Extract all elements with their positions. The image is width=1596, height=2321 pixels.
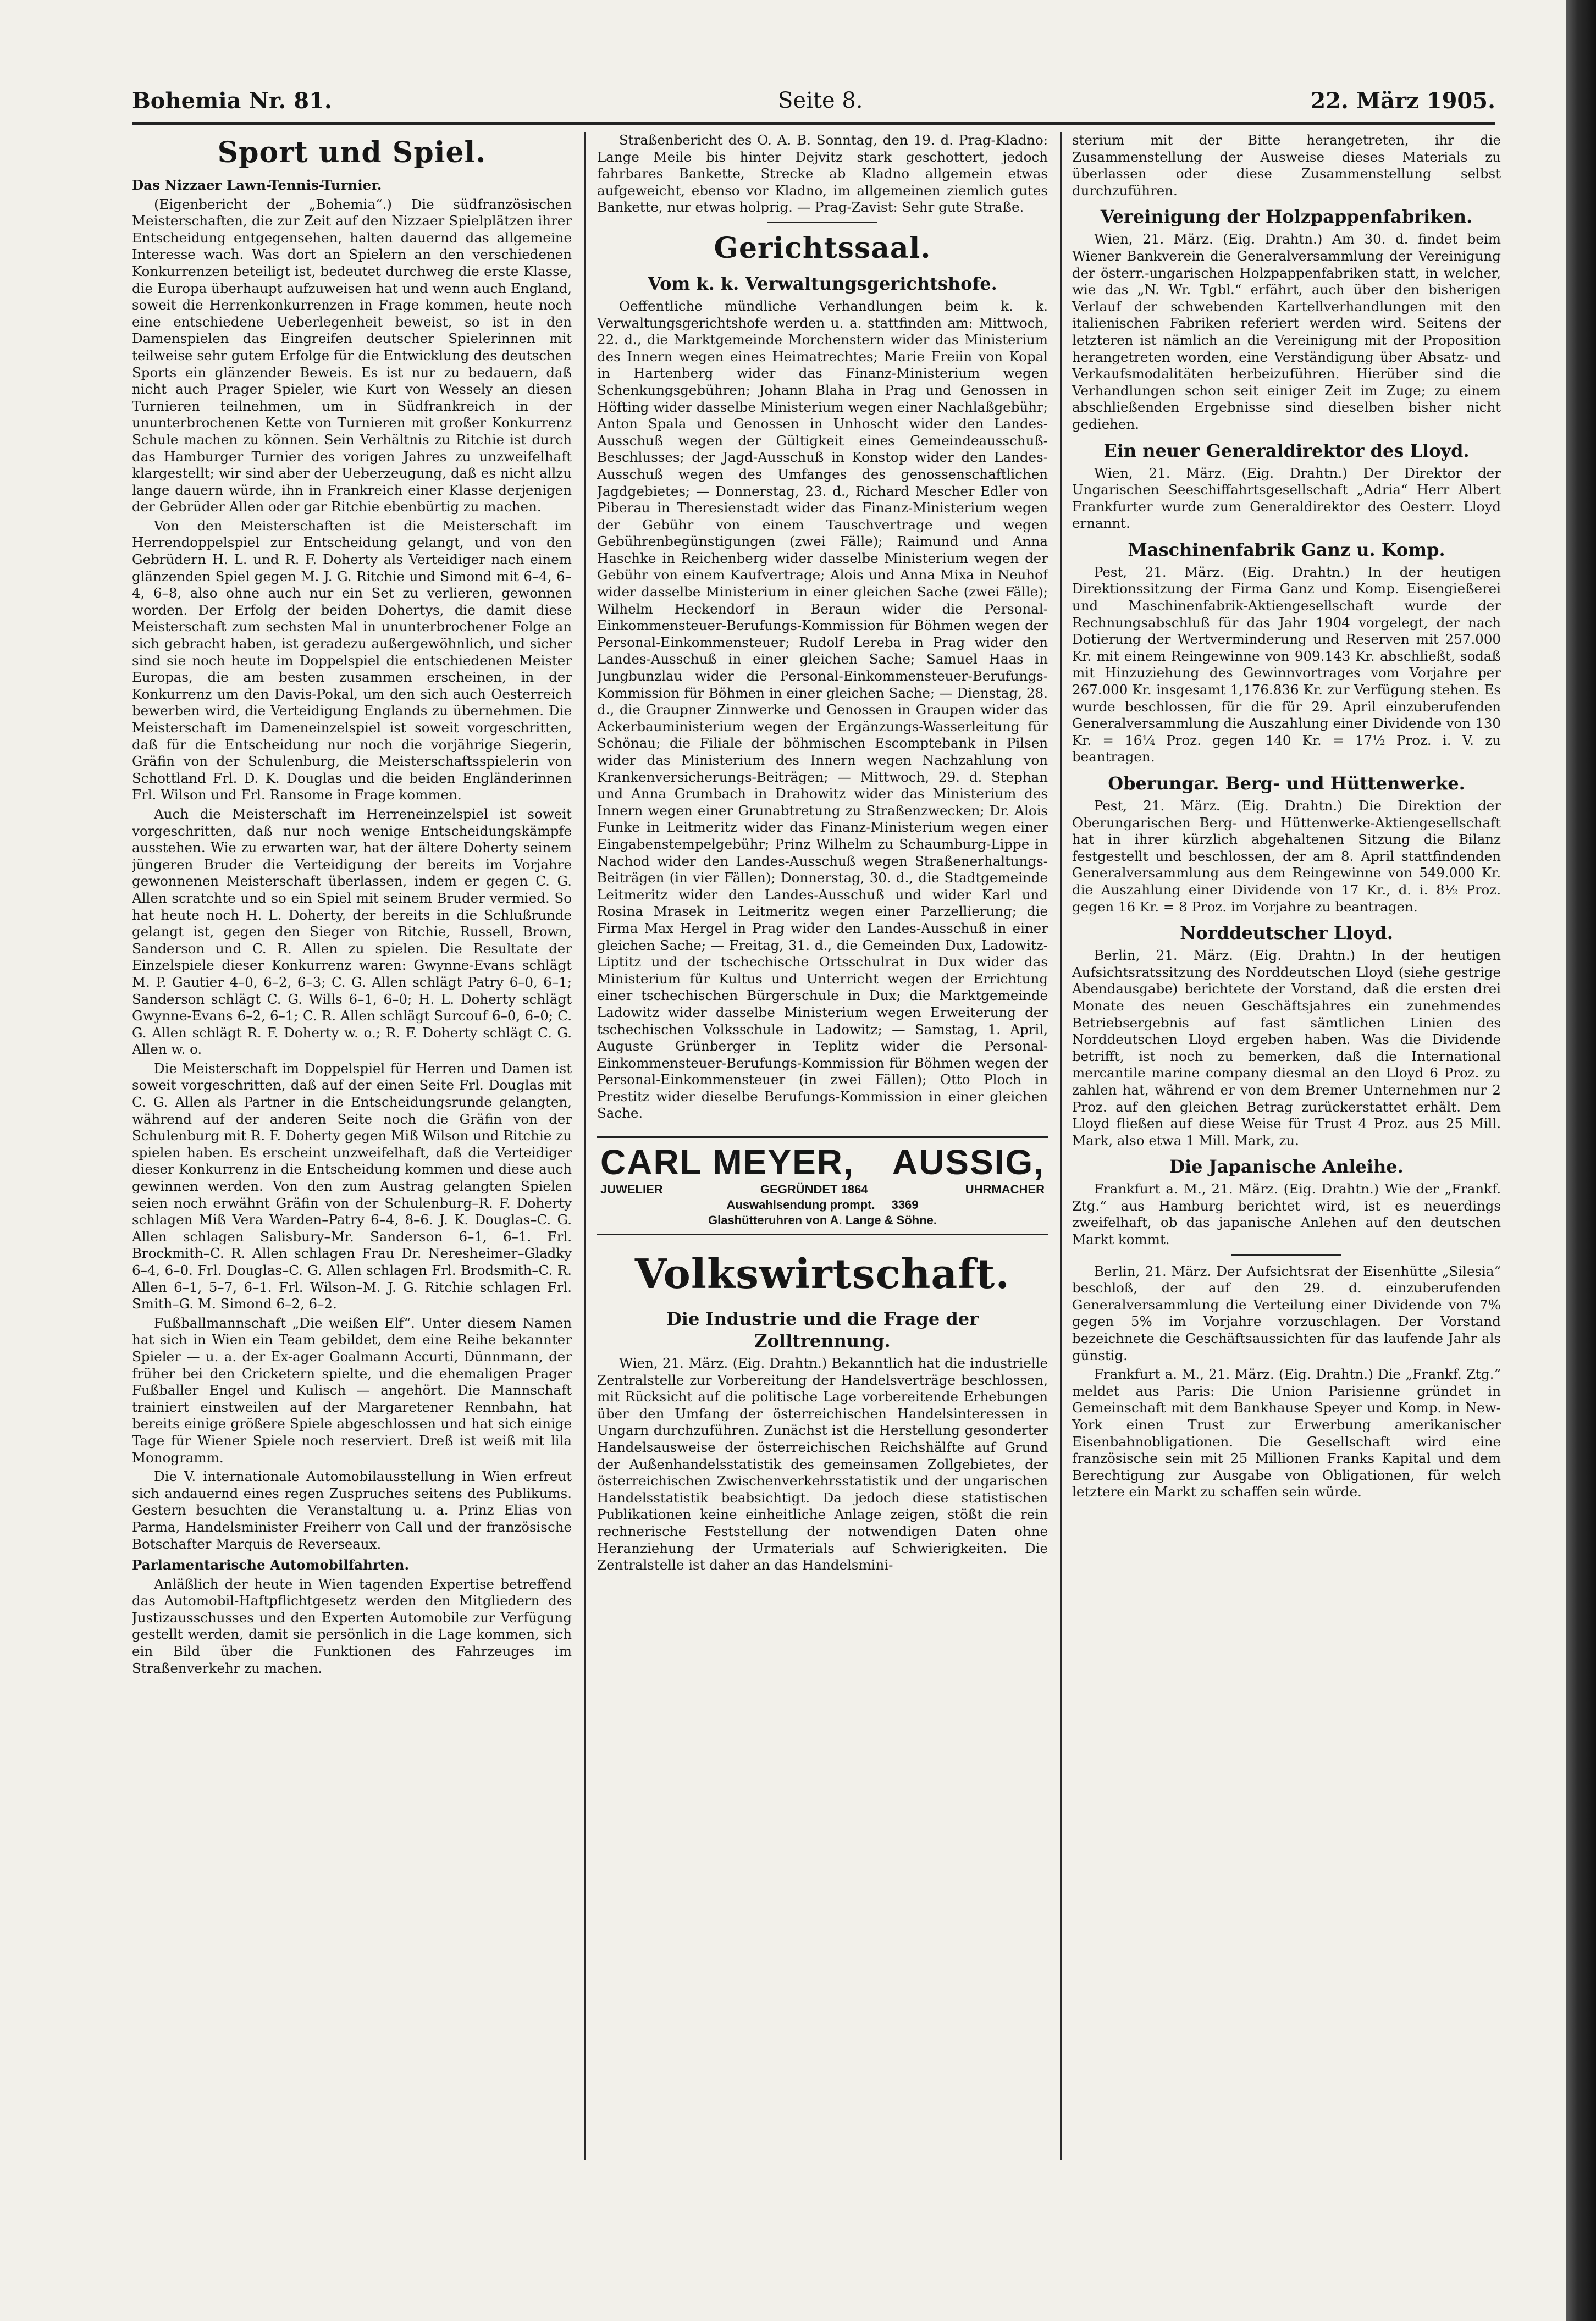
masthead-issue: Bohemia Nr. 81.	[132, 88, 332, 114]
section-title-sport: Sport und Spiel.	[217, 136, 487, 169]
article-strassenbericht: Straßenbericht des O. A. B. Sonntag, den 19. d. Prag-Kladno: Lange Meile bis hinter Dejvitz stark geschottert, jedoch fahrbares Bankette, Strecke ab Kladno allgemein etwas aufgeweicht, ebenso vor Kladno, im allgemeinen ziemlich gutes Bankette, nur etwas holprig. — Prag-Zavist: Sehr gute Straße.	[597, 132, 1048, 215]
lloyd-heading: Ein neuer Generaldirektor des Lloyd.	[1103, 440, 1470, 461]
scan-edge	[1566, 0, 1596, 2321]
column-right	[1072, 132, 1501, 2166]
article-fussball: Fußballmannschaft „Die weißen Elf“. Unter diesem Namen hat sich in Wien ein Team gebildet, dem eine Reihe bekannter Spieler — u. a. der Ex-ager Goalmann Accurti, Dünnmann, der früher bei den Cricketern spielte, und die ehemaligen Prager Fußballer Engel und Kulisch — angehört. Die Mannschaft trainiert einstweilen auf der Margaretener Rennbahn, hat bereits einige größere Spiele abgeschlossen und hat sich einige Tage für Wiener Spiele noch reserviert. Dreß ist weiß mit lila Monogramm.	[132, 1314, 572, 1466]
article-tennis-p3: Auch die Meisterschaft im Herreneinzelspiel ist soweit vorgeschritten, daß nur noch wenige Entscheidungskämpfe ausstehen. Wie zu erwarten war, hat der ältere Doherty seinem jüngeren Bruder die Verteidigung der bereits im Vorjahre gewonnenen Meisterschaft überlassen, indem er gegen C. G. Allen scratchte und so ein Spiel mit seinem Bruder vermied. So hat heute noch H. L. Doherty, der bereits in die Schlußrunde gelangt ist, gegen den Sieger von Ritchie, Russell, Brown, Sanderson und C. R. Allen zu spielen. Die Resultate der Einzelspiele dieser Konkurrenz waren: Gwynne-Evans schlägt M. P. Gautier 4–0, 6–2, 6–3; C. G. Allen schlägt Patry 6–0, 6–1; Sanderson schlägt C. G. Wills 6–1, 6–0; H. L. Doherty schlägt Gwynne-Evans 6–2, 6–1; C. R. Allen schlägt Surcouf 6–0, 6–0; C. G. Allen schlägt R. F. Doherty w. o.; R. F. Doherty schlägt C. G. Allen w. o.	[132, 805, 572, 1058]
column-left	[132, 132, 572, 2166]
section-title-volkswirtschaft: Volkswirtschaft.	[634, 1251, 1010, 1298]
article-parl-heading-wrap	[132, 1557, 572, 1574]
ad-line-1	[600, 1182, 1045, 1197]
article-tennis-p4: Die Meisterschaft im Doppelspiel für Herren und Damen ist soweit vorgeschritten, daß auf der einen Seite Frl. Douglas mit C. G. Allen als Partner in die Entscheidungsrunde gelangten, während auf der anderen Seite noch die Gräfin von der Schulenburg mit R. F. Doherty gegen Miß Wilson und Ritchie zu spielen haben. Es erscheint unzweifelhaft, daß die Verteidiger dieser Konkurrenz in die Entscheidung kommen und diese auch gewinnen werden. Von den zum Austrag gelangten Spielen seien noch erwähnt Gräfin von der Schulenburg–R. F. Doherty schlagen Miß Vera Warden–Patry 6–4, 8–6. J. K. Douglas–C. G. Allen schlagen Salisbury–Mr. Sanderson 6–1, 6–1. Frl. Brockmith–C. R. Allen schlagen Frau Dr. Neresheimer–Gladky 6–4, 6–0. Frl. Douglas–C. G. Allen schlagen Frl. Brodsmith–C. R. Allen 6–1, 5–7, 6–1. Frl. Wilson–M. J. G. Ritchie schlagen Frl. Smith–G. M. Simond 6–2, 6–2.	[132, 1060, 572, 1312]
column-middle	[597, 132, 1048, 2166]
article-norddeutscher-lloyd: Berlin, 21. März. (Eig. Drahtn.) In der heutigen Aufsichtsratssitzung des Norddeutschen Lloyd (siehe gestrige Abendausgabe) berichtete der Vorstand, daß die ersten drei Monate des neuen Geschäftsjahres ein zunehmendes Betriebsergebnis auf fast sämtlichen Linien des Norddeutschen Lloyd ergeben haben. Was die Dividende betrifft, ist noch zu bemerken, daß die International mercantile marine company diesmal an den Lloyd 6 Proz. zu zahlen hat, während er von dem Bremer Unternehmen nur 2 Proz. auf den gleichen Betrag zurückerstattet erhält. Dem Lloyd fließen auf diese Weise für Trust 4 Proz. aus 25 Mill. Mark, also etwa 1 Mill. Mark, zu.	[1072, 947, 1501, 1148]
section-title-gerichtssaal: Gerichtssaal.	[714, 231, 931, 265]
separator-rule	[767, 222, 877, 223]
ad-uhrmacher: UHRMACHER	[965, 1182, 1045, 1197]
column-divider-1	[584, 132, 586, 2160]
ganz-heading: Maschinenfabrik Ganz u. Komp.	[1128, 539, 1445, 560]
advertisement-carl-meyer	[597, 1136, 1048, 1235]
ad-line-2	[600, 1197, 1045, 1213]
parl-heading: Parlamentarische Automobilfahrten.	[132, 1557, 409, 1573]
ad-city: AUSSIG,	[892, 1142, 1045, 1182]
japan-heading: Die Japanische Anleihe.	[1169, 1156, 1404, 1178]
separator-rule-2	[1231, 1254, 1341, 1256]
ad-founded: GEGRÜNDET 1864	[760, 1182, 868, 1197]
masthead-page-number: Seite 8.	[778, 88, 863, 113]
ad-auswahlsendung: Auswahlsendung prompt.	[726, 1198, 875, 1212]
article-silesia: Berlin, 21. März. Der Aufsichtsrat der Eisenhütte „Silesia“ beschloß, der auf den 29. d. einzuberufenden Generalversammlung die Verteilung einer Dividende von 7% gegen 5% im Vorjahre vorzuschlagen. Der Vorstand bezeichnete die Geschäftsaussichten für das laufende Jahr als günstig.	[1072, 1263, 1501, 1363]
volks-subheading: Die Industrie und die Frage der Zolltrennung.	[666, 1308, 979, 1352]
article-tennis-heading	[132, 177, 572, 194]
ad-line-3	[600, 1213, 1045, 1228]
ad-glashuette: Glashütteruhren von A. Lange & Söhne.	[708, 1213, 937, 1228]
oberung-heading: Oberungar. Berg- und Hüttenwerke.	[1108, 773, 1465, 794]
article-continuation: sterium mit der Bitte herangetreten, ihr die Zusammenstellung der Ausweise dieses Materials zu überlassen oder diese Zusammenstellung selbst durchzuführen.	[1072, 132, 1501, 198]
article-tennis-p1: (Eigenbericht der „Bohemia“.) Die südfranzösischen Meisterschaften, die zur Zeit auf den Nizzaer Spielplätzen ihrer Entscheidung entgegensehen, halten dauernd das allgemeine Interesse wach. Was dort an Spielern an den verschiedenen Konkurrenzen beteiligt ist, bedeutet durchweg die erste Klasse, die Europa überhaupt aufzuweisen hat und wenn auch England, soweit die Herrenkonkurrenzen in Frage kommen, heute noch eine entschiedene Ueberlegenheit beweist, so ist in den Damenspielen das Eingreifen deutscher Spielerinnen mit teilweise sehr gutem Erfolge für die Entwicklung des deutschen Sports ein glänzender Beweis. Es ist nur zu bedauern, daß nicht auch Prager Spieler, wie Kurt von Wessely an diesen Turnieren teilnehmen, um in Südfrankreich in der ununterbrochenen Kette von Turnieren mit großer Konkurrenz Schule machen zu können. Sein Verhältnis zu Ritchie ist durch das Hamburger Turnier des vorigen Jahres zu unzweifelhaft klargestellt; wir sind aber der Ueberzeugung, daß es nicht allzu lange dauern würde, ihn in Frankreich einer Klasse derjenigen der Gebrüder Allen oder gar Ritchie ebenbürtig zu machen.	[132, 196, 572, 515]
article-japan: Frankfurt a. M., 21. März. (Eig. Drahtn.) Wie der „Frankf. Ztg.“ aus Hamburg berichtet wird, ist es neuerdings zweifelhaft, ob das japanische Anlehen auf den deutschen Markt kommt.	[1072, 1181, 1501, 1248]
ad-juwelier: JUWELIER	[600, 1182, 663, 1197]
column-divider-2	[1060, 132, 1062, 2160]
nordd-heading: Norddeutscher Lloyd.	[1180, 922, 1393, 944]
article-parl: Anläßlich der heute in Wien tagenden Expertise betreffend das Automobil-Haftpflichtgesetz werden den Mitgliedern des Justizausschusses und den Experten Automobile zur Verfügung gestellt werden, damit sie persönlich in die Lage kommen, sich ein Bild über die Funktionen des Fahrzeuges im Straßenverkehr zu machen.	[132, 1576, 572, 1676]
masthead-date: 22. März 1905.	[1310, 88, 1495, 114]
ad-title-row	[600, 1142, 1045, 1182]
article-zolltrennung: Wien, 21. März. (Eig. Drahtn.) Bekanntlich hat die industrielle Zentralstelle zur Vorbereitung der Handelsverträge beschlossen, mit Rücksicht auf die politische Lage vorbereitende Erhebungen über den Umfang der österreichischen Handelsinteressen in Ungarn durchzuführen. Zunächst ist die Herstellung gesonderter Handelsausweise der österreichischen Reichshälfte auf Grund der Außenhandelsstatistik des gemeinsamen Zollgebietes, der österreichischen Zwischenverkehrsstatistik und der ungarischen Handelsstatistik beabsichtigt. Da jedoch diese statistischen Publikationen keine einheitliche Anlage zeigen, stößt die rein rechnerische Feststellung der notwendigen Daten ohne Heranziehung der Urmaterials auf Schwierigkeiten. Die Zentralstelle ist daher an das Handelsmini-	[597, 1355, 1048, 1573]
ad-company-name: CARL MEYER,	[600, 1142, 854, 1182]
article-oberungar: Pest, 21. März. (Eig. Drahtn.) Die Direktion der Oberungarischen Berg- und Hüttenwerke-Aktiengesellschaft hat in ihrer kürzlich abgehaltenen Sitzung die Bilanz festgestellt und beschlossen, der am 8. April stattfindenden Generalversammlung aus dem Reingewinne von 549.000 Kr. die Auszahlung einer Dividende von 17 Kr., d. i. 8½ Proz. gegen 16 Kr. = 8 Proz. im Vorjahre zu beantragen.	[1072, 798, 1501, 915]
article-lloyd: Wien, 21. März. (Eig. Drahtn.) Der Direktor der Ungarischen Seeschiffahrtsgesellschaft „Adria“ Herr Albert Frankfurter wurde zum Generaldirektor des Oesterr. Lloyd ernannt.	[1072, 465, 1501, 532]
ad-number: 3369	[891, 1198, 919, 1212]
holz-heading: Vereinigung der Holzpappenfabriken.	[1100, 206, 1473, 228]
gericht-heading: Vom k. k. Verwaltungsgerichtshofe.	[648, 273, 997, 294]
article-automobil: Die V. internationale Automobilausstellung in Wien erfreut sich andauernd eines regen Zuspruches seitens des Publikums. Gestern besuchten die Veranstaltung u. a. Prinz Elias von Parma, Handelsminister Freiherr von Call und der französische Botschafter Marquis de Reverseaux.	[132, 1468, 572, 1552]
tennis-heading: Das Nizzaer Lawn-Tennis-Turnier.	[132, 177, 382, 193]
article-holzpappen: Wien, 21. März. (Eig. Drahtn.) Am 30. d. findet beim Wiener Bankverein die Generalversammlung der Vereinigung der österr.-ungarischen Holzpappenfabriken statt, in welcher, wie das „N. Wr. Tgbl.“ erfährt, auch über den bisherigen Verlauf der schwebenden Kartellverhandlungen mit den italienischen Fabriken referiert werden wird. Seitens der letzteren ist nämlich an die Vereinigung mit der Proposition herangetreten worden, eine Verständigung über Absatz- und Verkaufsmodalitäten herbeizuführen. Hierüber sind die Verhandlungen schon seit einiger Zeit im Zuge; zu einem abschließenden Ergebnisse sind dieselben bisher nicht gediehen.	[1072, 231, 1501, 432]
masthead	[132, 81, 1495, 120]
article-ganz: Pest, 21. März. (Eig. Drahtn.) In der heutigen Direktionssitzung der Firma Ganz und Komp. Eisengießerei und Maschinenfabrik-Aktiengesellschaft wurde der Rechnungsabschluß für das Jahr 1904 vorgelegt, der nach Dotierung der Wertverminderung und Reserven mit 257.000 Kr. mit einem Reingewinne von 909.143 Kr. abschließt, sodaß mit Hinzuziehung des Gewinnvortrages vom Vorjahre per 267.000 Kr. insgesamt 1,176.836 Kr. zur Verfügung stehen. Es wurde beschlossen, für die für 29. April einzuberufenden Generalversammlung die Auszahlung einer Dividende von 130 Kr. = 16¼ Proz. gegen 140 Kr. = 17½ Proz. i. V. zu beantragen.	[1072, 563, 1501, 765]
article-gericht: Oeffentliche mündliche Verhandlungen beim k. k. Verwaltungsgerichtshofe werden u. a. stattfinden am: Mittwoch, 22. d., die Marktgemeinde Morchenstern wider das Ministerium des Innern wegen eines Heimatrechtes; Marie Freiin von Kopal in Hartenberg wider das Finanz-Ministerium wegen Schenkungsgebühren; Johann Blaha in Prag und Genossen in Höfting wider dasselbe Ministerium wegen einer Nachlaßgebühr; Anton Spala und Genossen in Unhoscht wider den Landes-Ausschuß wegen der Gültigkeit eines Gemeindeausschuß-Beschlusses; der Jagd-Ausschuß in Konstop wider den Landes-Ausschuß wegen des Umfanges des genossenschaftlichen Jagdgebietes; — Donnerstag, 23. d., Richard Mescher Edler von Piberau in Theresienstadt wider das Finanz-Ministerium wegen der Gebühr von einem Tauschvertrage und wegen Gebührenbegünstigungen (zwei Fälle); Raimund und Anna Haschke in Reichenberg wider dasselbe Ministerium wegen der Gebühr von einem Kaufvertrage; Alois und Anna Mixa in Neuhof wider dasselbe Ministerium in einer gleichen Sache (zwei Fälle); Wilhelm Heckendorf in Beraun wider die Personal-Einkommensteuer-Berufungs-Kommission für Böhmen wegen der Personal-Einkommensteuer; Rudolf Lereba in Prag wider den Landes-Ausschuß in einer gleichen Sache; Samuel Haas in Jungbunzlau wider die Personal-Einkommensteuer-Berufungs-Kommission für Böhmen in einer gleichen Sache; — Dienstag, 28. d., die Graupner Zinnwerke und Genossen in Graupen wider das Ackerbauministerium wegen der Ergänzungs-Wasserleitung für Schönau; die Filiale der böhmischen Escomptebank in Pilsen wider das Ministerium des Innern wegen Nachzahlung von Krankenversicherungs-Beiträgen; — Mittwoch, 29. d. Stephan und Anna Grumbach in Drahowitz wider das Ministerium des Innern wegen einer Grunabtretung zu Straßenzwecken; Dr. Alois Funke in Leitmeritz wider das Finanz-Ministerium wegen einer Eingabenstempelgebühr; Prinz Wilhelm zu Schaumburg-Lippe in Nachod wider den Landes-Ausschuß wegen Straßenerhaltungs-Beiträgen (in vier Fällen); Donnerstag, 30. d., die Stadtgemeinde Leitmeritz wider den Landes-Ausschuß und wider Karl und Rosina Mrasek in Leitmeritz wegen einer Parzellierung; die Firma Max Hergel in Prag wider den Landes-Ausschuß in einer gleichen Sache; — Freitag, 31. d., die Gemeinden Dux, Ladowitz-Liptitz und der tschechische Ortsschulrat in Dux wider das Ministerium für Kultus und Unterricht wegen der Errichtung einer tschechischen Bürgerschule in Dux; die Marktgemeinde Ladowitz wider dasselbe Ministerium wegen Erweiterung der tschechischen Volksschule in Ladowitz; — Samstag, 1. April, Auguste Grünberger in Teplitz wider die Personal-Einkommensteuer-Berufungs-Kommission für Böhmen wegen der Personal-Einkommensteuer (in zwei Fällen); Otto Ploch in Prestitz wider dieselbe Berufungs-Kommission in einer gleichen Sache.	[597, 297, 1048, 1121]
masthead-rule	[132, 122, 1495, 125]
article-union-parisienne: Frankfurt a. M., 21. März. (Eig. Drahtn.) Die „Frankf. Ztg.“ meldet aus Paris: Die Union Parisienne gründet in Gemeinschaft mit dem Bankhause Speyer und Komp. in New-York einen Trust zur Erwerbung amerikanischer Eisenbahnobligationen. Die Gesellschaft wird eine französische sein mit 25 Millionen Franks Kapital und dem Berechtigung zur Ausgabe von Obligationen, für welch letztere ein Markt zu schaffen sein würde.	[1072, 1366, 1501, 1500]
article-tennis-p2: Von den Meisterschaften ist die Meisterschaft im Herrendoppelspiel zur Entscheidung gelangt, und von den Gebrüdern H. L. und R. F. Doherty als Verteidiger nach einem glänzenden Spiel gegen M. J. G. Ritchie und Simond mit 6–4, 6–4, 6–8, also ohne auch nur ein Set zu verlieren, gewonnen worden. Der Erfolg der beiden Dohertys, die damit diese Meisterschaft zum sechsten Mal in ununterbrochener Folge an sich gebracht haben, ist geradezu außergewöhnlich, und sicher sind sie noch heute im Doppelspiel die entschiedenen Meister Europas, die am besten zusammen erscheinen, in der Konkurrenz um den Davis-Pokal, um den sich auch Oesterreich bewerben wird, die Verteidigung Englands zu übernehmen. Die Meisterschaft im Dameneinzelspiel ist soweit vorgeschritten, daß für die Entscheidung nur noch die vorjährige Siegerin, Gräfin von der Schulenburg, die Meisterschaftsspielerin von Schottland Frl. D. K. Douglas und die beiden Engländerinnen Frl. Wilson und Frl. Ransome in Frage kommen.	[132, 517, 572, 803]
